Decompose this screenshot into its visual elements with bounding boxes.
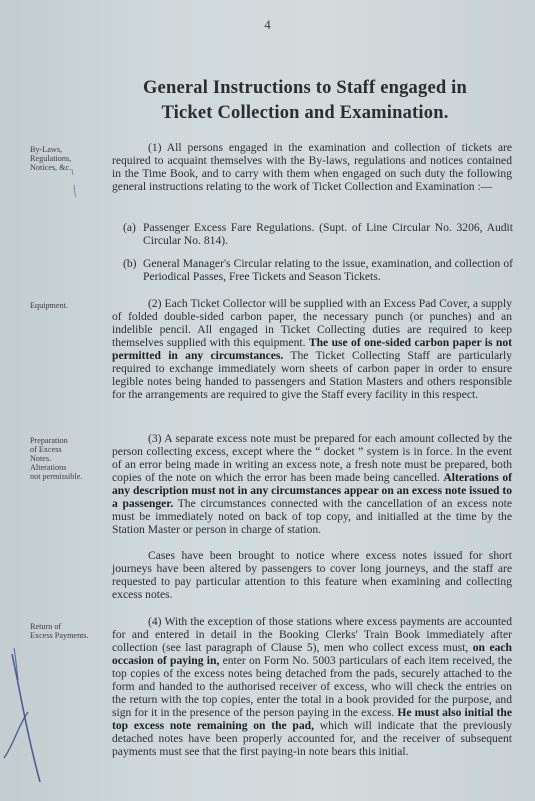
page-number: 4 <box>264 17 271 32</box>
sub-item-b <box>123 257 513 283</box>
paragraph-3-bold: Alterations of any description must not in any circumstances appear on an excess note issued to a passenger. <box>112 471 512 510</box>
handwritten-cross-mark <box>0 640 60 790</box>
paragraph-4-text-a: (4) With the exception of those stations where excess payments are accounted for and entered in detail in the Booking Clerks' Train Book immediately after collection (see last paragraph of Clause 5), men who collect excess must, <box>112 615 512 654</box>
margin-note-line: Preparation <box>30 436 68 445</box>
title-line-2: Ticket Collection and Examination. <box>161 103 449 123</box>
margin-note-return <box>30 622 108 640</box>
paragraph-3-text-a: (3) A separate excess note must be prepared for each amount collected by the person collecting excess, except where the “ docket ” system is in force. In the event of an error being made in writing an excess note, a fresh note must be prepared, both copies of the note on which the error has been made being cancelled. <box>112 432 512 484</box>
margin-note-line: Notes. <box>30 454 52 463</box>
paragraph-4 <box>112 615 512 758</box>
paragraph-4-bold-2: He must also initial the top excess note remaining on the pad, <box>112 706 512 732</box>
paragraph-2-text-a: (2) Each Ticket Collector will be supplied with an Excess Pad Cover, a supply of folded double-sided carbon paper, the necessary punch (or punches) and an indelible pencil. All engaged in Ticket Collecting duties are required to keep themselves supplied with this equipment. <box>112 297 512 349</box>
margin-note-line: Return of <box>30 622 62 631</box>
paragraph-4-text-b: enter on Form No. 5003 particulars of each item received, the top copies of the excess notes being detached from the pads, securely attached to the form and handed to the authorised receiver of excess, who will check the entries on the return with the top copies, enter the total in a book provided for the purpose, and sign for it in the presence of the person paying in the excess. <box>112 654 512 719</box>
margin-note-line: Excess Payments. <box>30 631 89 640</box>
paragraph-2 <box>112 297 512 401</box>
sub-item-b-text: General Manager's Circular relating to the issue, examination, and collection of Periodical Passes, Free Tickets and Season Tickets. <box>143 257 513 283</box>
sub-item-b-mark: (b) <box>123 257 137 270</box>
sub-item-a <box>123 221 513 247</box>
margin-note-line: Alterations <box>30 463 67 472</box>
handwritten-tick-mark <box>68 165 80 205</box>
sub-item-a-mark: (a) <box>123 221 136 234</box>
margin-note-line: Equipment. <box>30 301 68 310</box>
margin-note-bylaws <box>30 145 102 172</box>
margin-note-line: Notices, &c. <box>30 163 72 172</box>
margin-note-line: Regulations, <box>30 154 72 163</box>
paragraph-3 <box>112 432 512 536</box>
sub-item-a-text: Passenger Excess Fare Regulations. (Supt. of Line Circular No. 3206, Audit Circular No. 814). <box>143 221 513 247</box>
paragraph-1: (1) All persons engaged in the examination and collection of tickets are required to acquaint themselves with the By-laws, regulations and notices contained in the Time Book, and to carry with them when engaged on such duty the following general instructions relating to the work of Ticket Collection and Examination :— <box>112 141 512 193</box>
paragraph-3-text-b: The circumstances connected with the cancellation of an excess note must be immediately noted on back of top copy, and initialled at the time by the Station Master or person in charge of station. <box>112 497 512 536</box>
paragraph-4-text-c: which will indicate that the previously detached notes have been properly accounted for, and the receiver of subsequent payments must see that the first paying-in note bears this initial. <box>112 719 512 758</box>
margin-note-line: of Excess <box>30 445 62 454</box>
margin-note-line: By-Laws, <box>30 145 63 154</box>
paragraph-2-bold: The use of one-sided carbon paper is not permitted in any circumstances. <box>112 336 512 362</box>
paragraph-3-continued: Cases have been brought to notice where excess notes issued for short journeys have been altered by passengers to cover long journeys, and the staff are requested to pay particular attention to this feature when examining and collecting excess notes. <box>112 549 512 601</box>
page-title <box>80 76 530 126</box>
paragraph-2-text-b: The Ticket Collecting Staff are particularly required to exchange immediately worn sheets of carbon paper in order to ensure legible notes being handed to passengers and Station Masters and others responsible for the arrangements are required to give the Staff every facility in this respect. <box>112 349 512 401</box>
margin-note-equipment <box>30 301 102 310</box>
paragraph-4-bold-1: on each occasion of paying in, <box>112 641 512 667</box>
margin-note-line: not permissible. <box>30 472 83 481</box>
margin-note-preparation <box>30 436 102 481</box>
title-line-1: General Instructions to Staff engaged in <box>142 78 468 98</box>
